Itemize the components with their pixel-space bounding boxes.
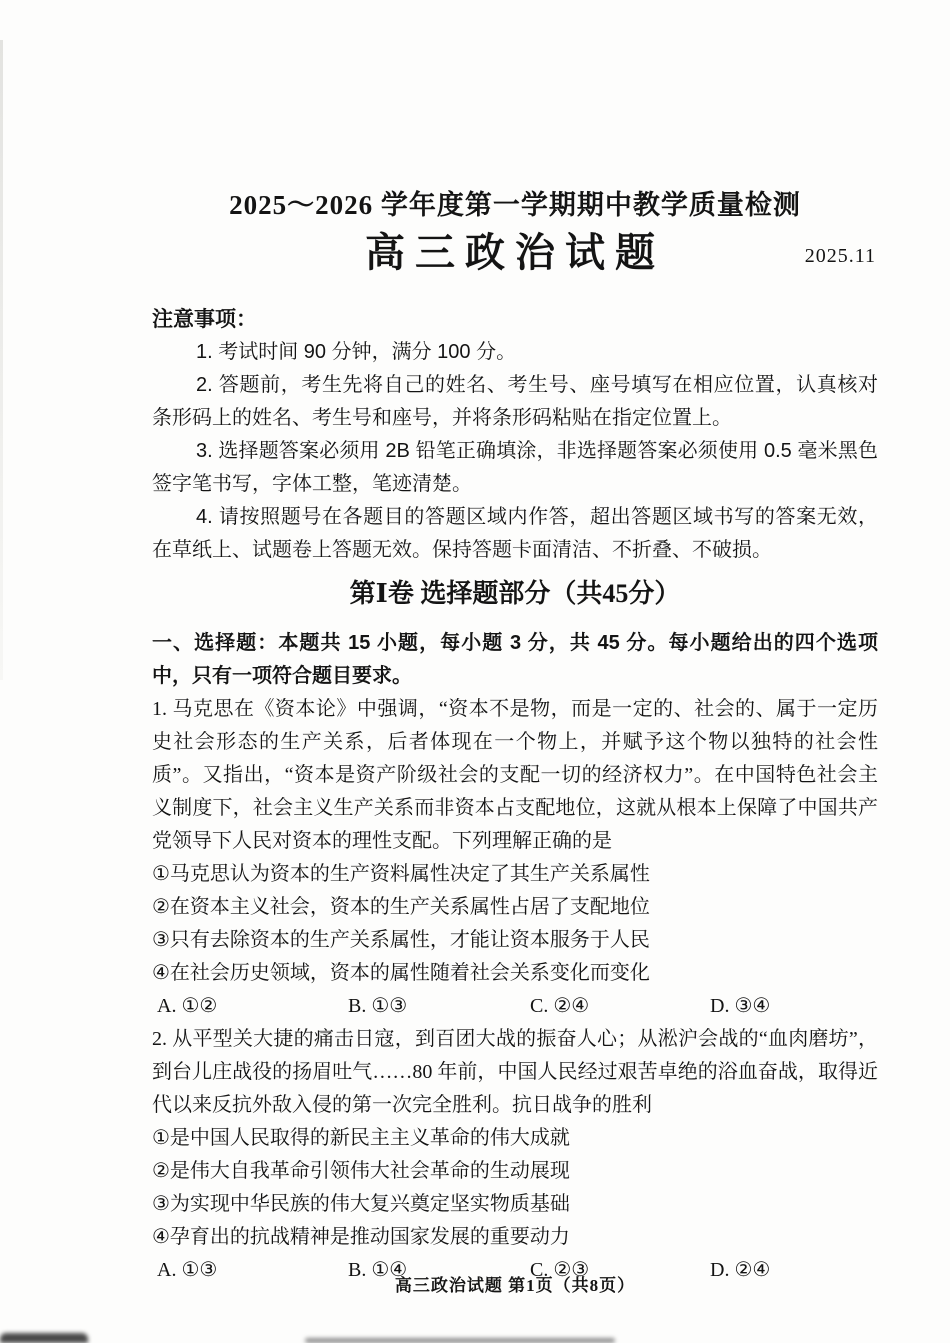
question-1-option-a: A. ①② bbox=[157, 995, 218, 1017]
question-1-statement-4: ④在社会历史领域，资本的属性随着社会关系变化而变化 bbox=[152, 962, 650, 984]
question-1-stem: 1. 马克思在《资本论》中强调，“资本不是物，而是一定的、社会的、属于一定历史社会形态的生产关系，后者体现在一个物上，并赋予这个物以独特的社会性质”。又指出，“资本是资产阶级社会的支配一切的经济权力”。在中国特色社会主义制度下，社会主义生产关系而非资本占支配地位，这就从根本上保障了中国共产党领导下人民对资本的理性支配。下列理解正确的是 bbox=[152, 698, 878, 852]
page-footer: 高三政治试题 第1页（共8页） bbox=[394, 1276, 636, 1295]
notice-section bbox=[152, 303, 878, 567]
exam-subtitle: 2025～2026 学年度第一学期期中教学质量检测 bbox=[229, 190, 801, 220]
question-1-options bbox=[152, 990, 878, 1023]
question-1-statement-2: ②在资本主义社会，资本的生产关系属性占居了支配地位 bbox=[152, 896, 650, 918]
question-2 bbox=[152, 1023, 878, 1287]
section-title: 第Ⅰ卷 选择题部分（共45分） bbox=[349, 579, 681, 608]
scan-artifact-blob bbox=[0, 1333, 88, 1343]
question-1-statement-3: ③只有去除资本的生产关系属性，才能让资本服务于人民 bbox=[152, 929, 650, 951]
question-1-option-d: D. ③④ bbox=[710, 995, 771, 1017]
notice-item-1: 1. 考试时间 90 分钟，满分 100 分。 bbox=[196, 341, 517, 363]
question-2-option-c: C. ②③ bbox=[530, 1259, 590, 1281]
title-row bbox=[152, 227, 878, 283]
question-1-statement-1: ①马克思认为资本的生产资料属性决定了其生产关系属性 bbox=[152, 863, 650, 885]
notice-heading: 注意事项： bbox=[152, 308, 257, 331]
question-2-statement-3: ③为实现中华民族的伟大复兴奠定坚实物质基础 bbox=[152, 1193, 570, 1215]
exam-page bbox=[152, 0, 878, 1287]
question-2-statement-1: ①是中国人民取得的新民主主义革命的伟大成就 bbox=[152, 1127, 570, 1149]
section-instructions: 一、选择题：本题共 15 小题，每小题 3 分，共 45 分。每小题给出的四个选项中，只有一项符合题目要求。 bbox=[152, 632, 878, 687]
question-2-option-b: B. ①④ bbox=[348, 1259, 408, 1281]
notice-item-4: 4. 请按照题号在各题目的答题区域内作答，超出答题区域书写的答案无效，在草纸上、试题卷上答题无效。保持答题卡面清洁、不折叠、不破损。 bbox=[152, 506, 878, 561]
question-2-option-d: D. ②④ bbox=[710, 1259, 771, 1281]
exam-date: 2025.11 bbox=[804, 245, 876, 267]
question-1-option-b: B. ①③ bbox=[348, 995, 408, 1017]
scan-artifact-streak bbox=[305, 1338, 615, 1343]
notice-item-3: 3. 选择题答案必须用 2B 铅笔正确填涂，非选择题答案必须使用 0.5 毫米黑色签字笔书写，字体工整，笔迹清楚。 bbox=[152, 440, 878, 495]
question-2-statement-2: ②是伟大自我革命引领伟大社会革命的生动展现 bbox=[152, 1160, 570, 1182]
question-1-option-c: C. ②④ bbox=[530, 995, 590, 1017]
notice-item-2: 2. 答题前，考生先将自己的姓名、考生号、座号填写在相应位置，认真核对条形码上的姓名、考生号和座号，并将条形码粘贴在指定位置上。 bbox=[152, 374, 878, 429]
question-2-stem: 2. 从平型关大捷的痛击日寇，到百团大战的振奋人心；从淞沪会战的“血肉磨坊”，到台儿庄战役的扬眉吐气……80 年前，中国人民经过艰苦卓绝的浴血奋战，取得近代以来反抗外敌入侵的第一次完全胜利。抗日战争的胜利 bbox=[152, 1028, 878, 1116]
question-2-statement-4: ④孕育出的抗战精神是推动国家发展的重要动力 bbox=[152, 1226, 570, 1248]
scan-edge-shadow bbox=[0, 40, 3, 680]
exam-title: 高三政治试题 bbox=[365, 230, 665, 275]
question-1 bbox=[152, 693, 878, 1023]
question-2-option-a: A. ①③ bbox=[157, 1259, 218, 1281]
